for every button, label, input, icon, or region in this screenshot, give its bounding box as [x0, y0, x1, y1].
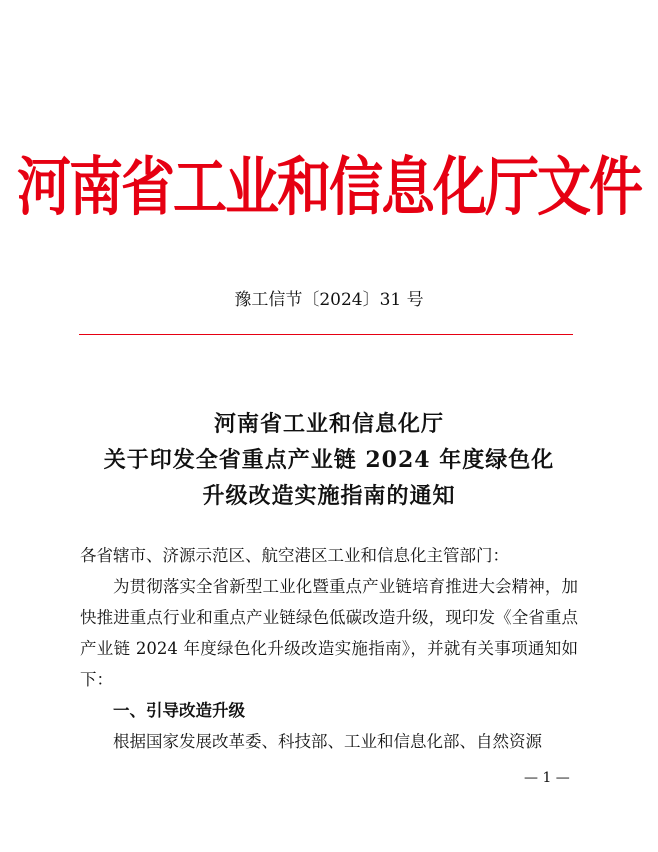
- red-divider-line: [79, 334, 573, 335]
- salutation: 各省辖市、济源示范区、航空港区工业和信息化主管部门：: [80, 546, 509, 565]
- masthead: 河南省工业和信息化厅文件: [17, 150, 641, 225]
- document-body: [80, 540, 578, 757]
- document-number: 豫工信节〔2024〕31 号: [234, 290, 424, 310]
- document-title: [0, 406, 658, 514]
- paragraph-1: 为贯彻落实全省新型工业化暨重点产业链培育推进大会精神，加快推进重点行业和重点产业链绿色低碳改造升级，现印发《全省重点产业链 2024 年度绿色化升级改造实施指南》，并就有关事项通知如下：: [80, 577, 578, 689]
- paragraph-2: 根据国家发展改革委、科技部、工业和信息化部、自然资源: [113, 732, 542, 751]
- page-number: — 1 —: [524, 770, 570, 786]
- section-heading-1: 一、引导改造升级: [113, 701, 245, 720]
- title-line-1: 河南省工业和信息化厅: [213, 411, 444, 437]
- title-line-2: 关于印发全省重点产业链 2024 年度绿色化: [103, 447, 555, 473]
- title-line-3: 升级改造实施指南的通知: [202, 483, 456, 509]
